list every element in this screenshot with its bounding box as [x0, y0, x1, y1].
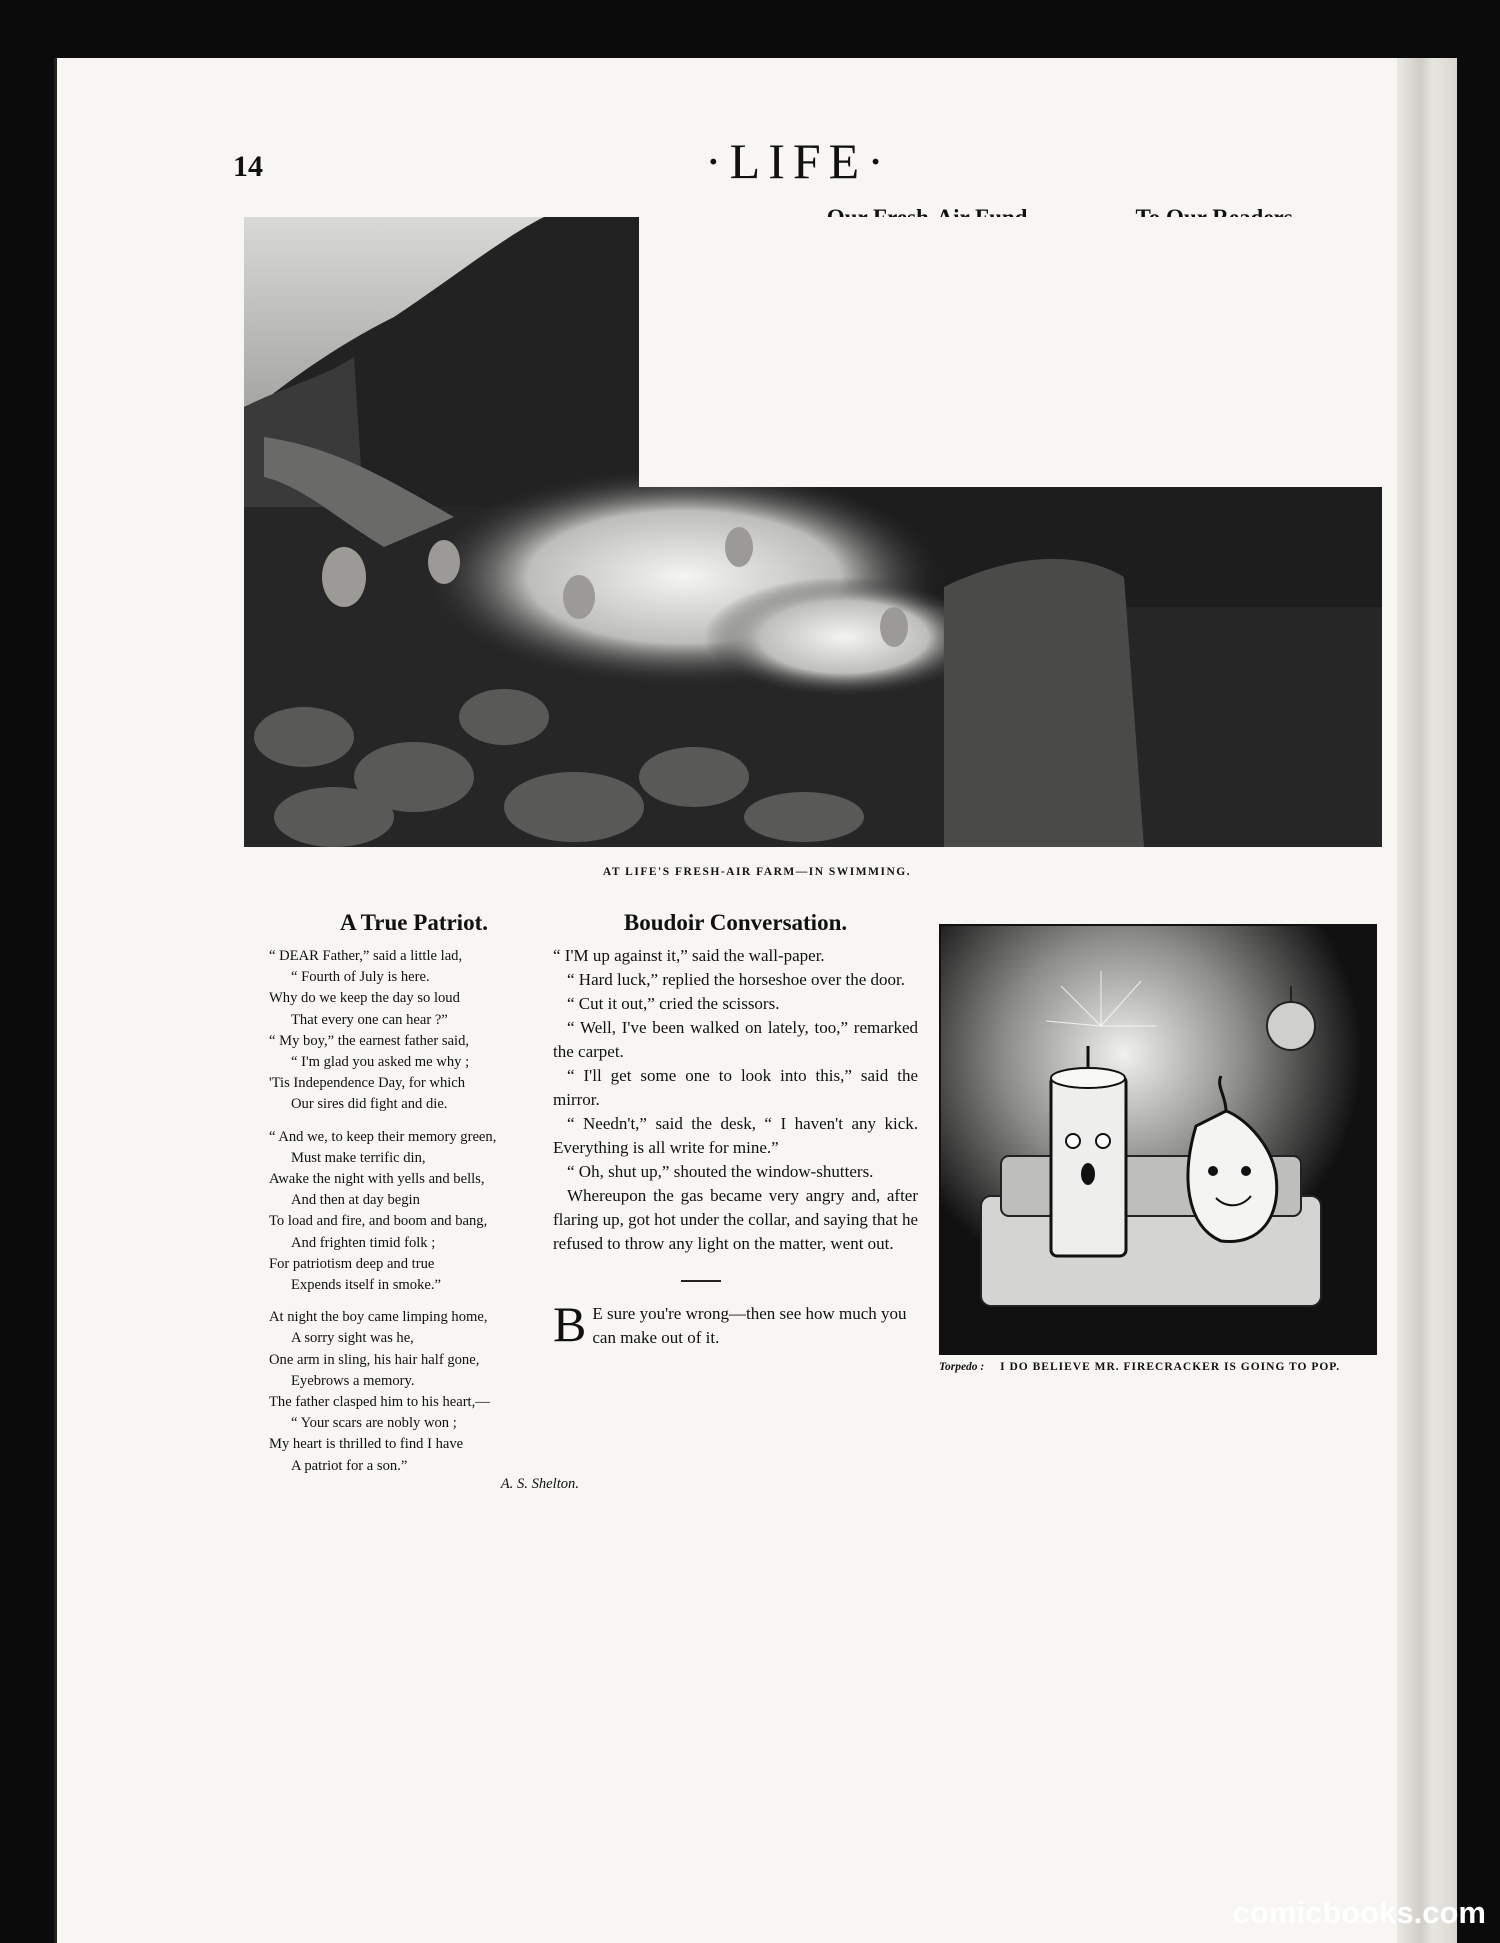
- stanza: “ DEAR Father,” said a little lad, “ Fourth of July is here. Why do we keep the day so loud That every one can hear ?” “ My boy,” the earnest father said, “ I'm glad you asked me why ; 'Tis Independence Day, for which Our sires did fight and die.: [269, 948, 470, 1113]
- poem-body: [269, 946, 579, 1495]
- paragraph: “ Cut it out,” cried the scissors.: [567, 994, 780, 1013]
- paragraph: “ Hard luck,” replied the horseshoe over the door.: [567, 970, 905, 989]
- paragraph: “ Oh, shut up,” shouted the window-shutters.: [567, 1162, 874, 1181]
- cartoon-speaker: Torpedo :: [939, 1361, 985, 1373]
- paragraph: Whereupon the gas became very angry and, after flaring up, got hot under the collar, and saying that he refused to throw any light on the matter, went out.: [553, 1186, 918, 1253]
- masthead: ·LIFE·: [705, 133, 892, 189]
- paragraph: “ Well, I've been walked on lately, too,” remarked the carpet.: [553, 1018, 918, 1061]
- be-sure-paragraph: B E sure you're wrong—then see how much you can make out of it.: [553, 1296, 907, 1352]
- poem: [269, 910, 579, 1495]
- page-number: 14: [233, 150, 263, 183]
- photo-caption: AT LIFE'S FRESH-AIR FARM—IN SWIMMING.: [602, 866, 912, 878]
- boudoir-title: Boudoir Conversation.: [623, 910, 848, 935]
- paragraph: “ I'll get some one to look into this,” said the mirror.: [553, 1066, 918, 1109]
- cartoon-caption: [939, 1358, 1373, 1376]
- poem-title: A True Patriot.: [340, 910, 488, 935]
- site-watermark: comicbooks.com: [1232, 1895, 1486, 1930]
- divider: [681, 1280, 721, 1282]
- stanza: At night the boy came limping home, A sorry sight was he, One arm in sling, his hair half gone, Eyebrows a memory. The father clasped him to his heart,— “ Your scars are nobly won ; My heart is thrilled to find I have A patriot for a son.”: [269, 1309, 490, 1474]
- boudoir-body: [553, 944, 918, 1256]
- firecracker-cartoon: [939, 924, 1377, 1355]
- poem-signature: A. S. Shelton.: [500, 1475, 579, 1492]
- page-edge: [1397, 58, 1457, 1943]
- paragraph: “ Needn't,” said the desk, “ I haven't any kick. Everything is all write for mine.”: [553, 1114, 918, 1157]
- stanza: “ And we, to keep their memory green, Must make terrific din, Awake the night with yells and bells, And then at day begin To load and fire, and boom and bang, And frighten timid folk ; For patriotism deep and true Expends itself in smoke.”: [269, 1128, 497, 1294]
- drop-cap: B: [553, 1296, 587, 1352]
- boudoir-article: [553, 910, 918, 1350]
- swimming-photo: [244, 217, 1382, 847]
- magazine-page: [54, 58, 1457, 1943]
- paragraph: “ I'M up against it,” said the wall-paper.: [553, 946, 825, 965]
- cartoon-line: I DO BELIEVE MR. FIRECRACKER IS GOING TO POP.: [1000, 1361, 1341, 1373]
